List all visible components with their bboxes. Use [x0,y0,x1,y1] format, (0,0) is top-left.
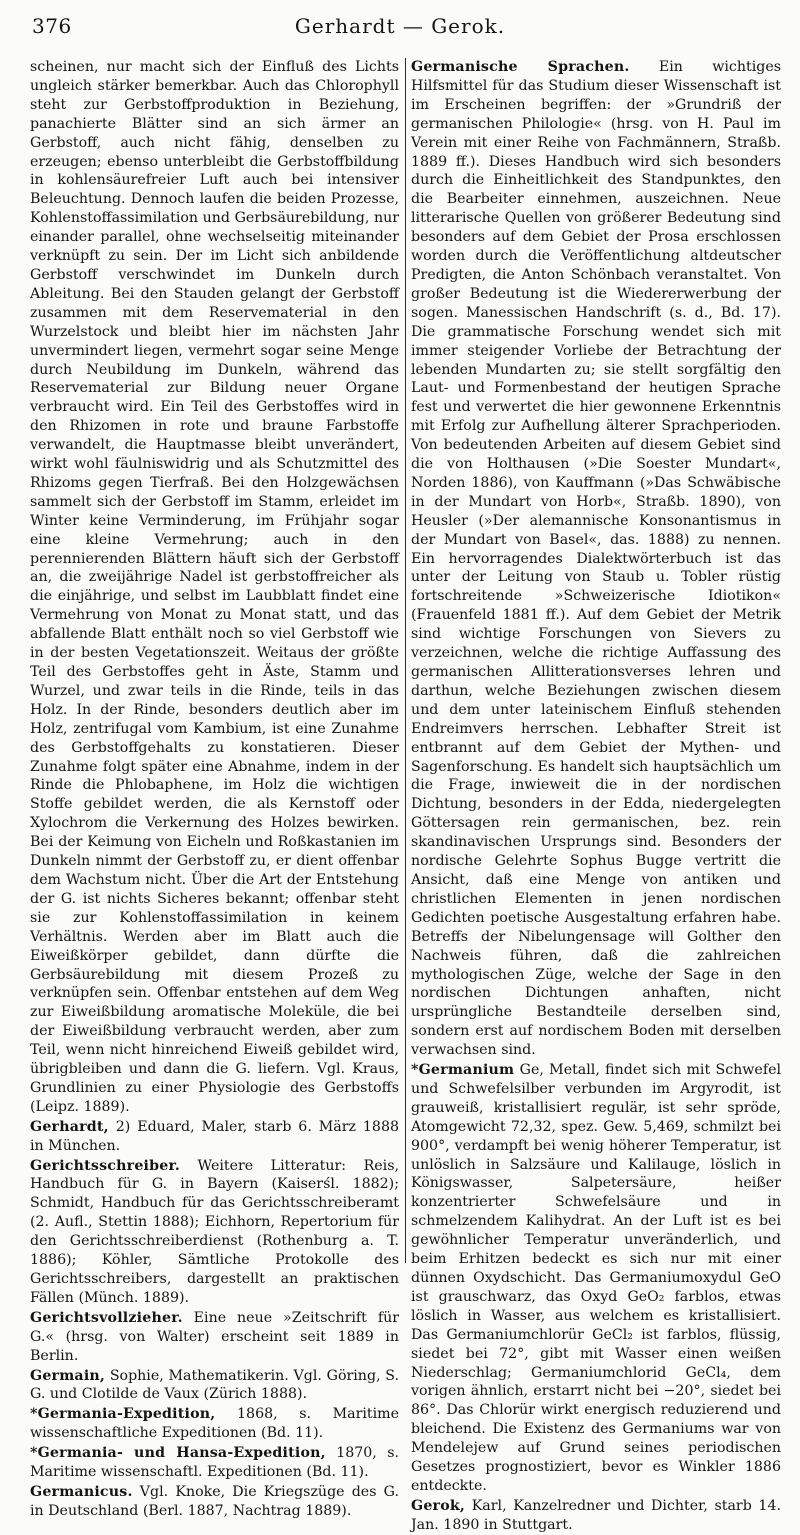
entry-headword: Germanicus. [30,1483,133,1500]
entry-germania-hansa-expedition [30,1444,399,1482]
entry-gerok [411,1497,781,1535]
running-head: Gerhardt — Gerok. [294,14,506,38]
entry-gerbstoff-continuation [30,58,399,1117]
entry-germania-expedition [30,1405,399,1443]
entry-headword: Germain, [30,1367,106,1384]
entry-text: Karl, Kanzelredner und Dichter, starb 14. Jan. 1890 in Stuttgart. [411,1497,781,1533]
entry-germanische-sprachen [411,58,781,1060]
left-column [30,58,400,1519]
entry-headword: Gerichtsvollzieher. [30,1309,183,1326]
page-number: 376 [32,14,72,38]
entry-headword: Gerhardt, [30,1118,109,1135]
entry-gerichtsvollzieher [30,1309,399,1366]
entry-germanicus [30,1483,399,1521]
entry-headword: *Germanium [411,1062,515,1079]
entry-text: 1868, s. Maritime wissenschaftliche Expeditionen (Bd. 11). [30,1406,399,1442]
entry-gerichtsschreiber [30,1157,399,1308]
entry-headword: Gerichtsschreiber. [30,1157,180,1174]
entry-headword: Gerok, [411,1497,466,1514]
entry-text: Sophie, Mathematikerin. Vgl. Göring, S. G. und Clotilde de Vaux (Zürich 1888). [30,1367,399,1403]
entry-headword: *Germania-Expedition, [30,1406,216,1423]
entry-text: Vgl. Knoke, Die Kriegszüge des G. in Deutschland (Berl. 1887, Nachtrag 1889). [30,1483,399,1519]
entry-germain [30,1367,399,1405]
column-divider [405,58,406,1263]
entry-text: 1870, s. Maritime wissenschaftl. Expeditionen (Bd. 11). [30,1445,400,1481]
page-header [30,8,770,42]
entry-text: Ein wichtiges Hilfsmittel für das Studium dieser Wissenschaft ist im Erscheinen begriffen: der »Grundriß der germanischen Philologie« (hrsg. von H. Paul im Verein mit einer Reihe von Fachmännern, Straßb. 1889 ff.). Dieses Handbuch wird sich besonders durch die Einheitlichkeit des Standpunktes, den die Bearbeiter einnehmen, auszeichnen. Neue litterarische Quellen von größerer Bedeutung sind besonders auf dem Gebiet der Prosa erschlossen worden durch die Veröffentlichung altdeutscher Predigten, die Anton Schönbach veranstaltet. Von großer Bedeutung ist die Wiedererwerbung der sogen. Manessischen Handschrift (s. d., Bd. 17). Die grammatische Forschung wendet sich mit immer steigender Vorliebe der Betrachtung der lebenden Mundarten zu; sie stellt sorgfältig den Laut- und Formenbestand der heutigen Sprache fest und verwertet die hier gewonnene Erkenntnis mit Erfolg zur Aufhellung älterer Sprachperioden. Von bedeutenden Arbeiten auf diesem Gebiet sind die von Holthausen (»Die Soester Mundart«, Norden 1886), von Kauffmann (»Das Schwäbische in der Mundart von Horb«, Straßb. 1890), von Heusler (»Der alemannische Konsonantismus in der Mundart von Basel«, das. 1888) zu nennen. Ein hervorragendes Dialektwörterbuch ist das unter der Leitung von Staub u. Tobler rüstig fortschreitende »Schweizerische Idiotikon« (Frauenfeld 1881 ff.). Auf dem Gebiet der Metrik sind wichtige Forschungen von Sievers zu verzeichnen, welche die richtige Auffassung des germanischen Allitterationsverses lehren und darthun, welche Beziehungen zwischen diesem und dem unter lateinischem Einfluß stehenden Endreimvers herrschen. Lebhafter Streit ist entbrannt auf dem Gebiet der Mythen- und Sagenforschung. Es handelt sich hauptsächlich um die Frage, inwieweit die in der nordischen Dichtung, besonders in der Edda, niedergelegten Göttersagen rein germanischen, bez. rein skandinavischen Ursprungs sind. Besonders der nordische Gelehrte Sophus Bugge vertritt die Ansicht, daß eine Menge von antiken und christlichen Elementen in jenen nordischen Gedichten poetische Ausgestaltung erfahren habe. Betreffs der Nibelungensage will Golther den Nachweis führen, daß die zahlreichen mythologischen Züge, welche der Sage in den nordischen Dichtungen anhaften, nicht ursprüngliche Bestandteile derselben sind, sondern erst auf nordischem Boden mit derselben verwachsen sind. [411,59,782,1059]
entry-text: 2) Eduard, Maler, starb 6. März 1888 in München. [30,1118,400,1154]
entry-text: scheinen, nur macht sich der Einfluß des Lichts ungleich stärker bemerkbar. Auch das Chlorophyll steht zur Gerbstoffproduktion in Beziehung, panachierte Blätter sind an sich ärmer an Gerbstoff, auch nicht fähig, denselben zu erzeugen; ebenso unterbleibt die Gerbstoffbildung in kohlensäurefreier Luft auch bei intensiver Beleuchtung. Dennoch laufen die beiden Prozesse, Kohlenstoffassimilation und Gerbsäurebildung, nur einander parallel, ohne wechselseitig miteinander verknüpft zu sein. Der im Licht sich anbildende Gerbstoff verschwindet im Dunkeln durch Ableitung. Bei den Stauden gelangt der Gerbstoff zusammen mit dem Reservematerial in den Wurzelstock und bleibt hier im nächsten Jahr unvermindert liegen, vermehrt sogar seine Menge durch Neubildung im Dunkeln, während das Reservematerial zur Bildung neuer Organe verbraucht wird. Ein Teil des Gerbstoffes wird in den Rhizomen in rote und braune Farbstoffe verwandelt, die Hauptmasse bleibt unverändert, wirkt wohl fäulniswidrig und als Schutzmittel des Rhizoms gegen Tierfraß. Bei den Holzgewächsen sammelt sich der Gerbstoff im Stamm, erleidet im Winter keine Verminderung, im Frühjahr sogar eine kleine Vermehrung; auch in den perennierenden Blättern häuft sich der Gerbstoff an, die zweijährige Nadel ist gerbstoffreicher als die einjährige, und selbst im Laubblatt findet eine Vermehrung von Monat zu Monat statt, und das abfallende Blatt enthält noch so viel Gerbstoff wie in der besten Vegetationszeit. Weitaus der größte Teil des Gerbstoffes geht in Äste, Stamm und Wurzel, und zwar teils in die Rinde, teils in das Holz. In der Rinde, besonders deutlich aber im Holz, zentrifugal vom Kambium, ist eine Zunahme des Gerbstoffgehalts zu konstatieren. Dieser Zunahme folgt später eine Abnahme, indem in der Rinde die Phlobaphene, im Holz die wichtigen Stoffe gebildet werden, die als Kernstoff oder Xylochrom die Verkernung des Holzes bewirken. Bei der Keimung von Eicheln und Roßkastanien im Dunkeln nimmt der Gerbstoff zu, er dient offenbar dem Wachstum nicht. Über die Art der Entstehung der G. ist nichts Sicheres bekannt; offenbar steht sie zur Kohlenstoffassimilation in keinem Verhältnis. Werden aber im Blatt auch die Eiweißkörper gebildet, dann dürfte die Gerbsäurebildung mit diesem Prozeß zu verknüpfen sein. Offenbar entstehen auf dem Weg zur Eiweißbildung aromatische Moleküle, die bei der Eiweißbildung verbraucht werden, aber zum Teil, wenn nicht hinreichend Eiweiß gebildet wird, übrigbleiben und dann die G. liefern. Vgl. Kraus, Grundlinien zu einer Physiologie des Gerbstoffs (Leipz. 1889). [30,59,399,1115]
entry-text: Eine neue »Zeitschrift für G.« (hrsg. von Walter) erscheint seit 1889 in Berlin. [30,1309,399,1364]
entry-gerhardt [30,1118,399,1156]
entry-text: Weitere Litteratur: Reis, Handbuch für G. in Bayern (Kaiserśl. 1882); Schmidt, Handbuch für das Gerichtsschreiberamt (2. Aufl., Stettin 1888); Eichhorn, Repertorium für den Gerichtsschreiberdienst (Rothenburg a. T. 1886); Köhler, Sämtliche Protokolle des Gerichtsschreibers, dargestellt an praktischen Fällen (Münch. 1889). [30,1157,399,1306]
right-column [411,58,782,1533]
entry-text: Ge, Metall, findet sich mit Schwefel und Schwefelsilber verbunden im Argyrodit, ist grauweiß, kristallisiert regulär, ist sehr spröde, Atomgewicht 72,32, spez. Gew. 5,469, schmilzt bei 900°, verdampft bei wenig höherer Temperatur, ist unlöslich in Salzsäure und Kalilauge, löslich in Königswasser, Salpetersäure, heißer konzentrierter Schwefelsäure und in schmelzendem Kalihydrat. An der Luft ist es bei gewöhnlicher Temperatur unveränderlich, und beim Erhitzen bedeckt es sich nur mit einer dünnen Oxydschicht. Das Germaniumoxydul GeO ist grauschwarz, das Oxyd GeO₂ farblos, etwas löslich in Wasser, aus welchem es kristallisiert. Das Germaniumchlorür GeCl₂ ist farblos, flüssig, siedet bei 72°, gibt mit Wasser einen weißen Niederschlag; Germaniumchlorid GeCl₄, dem vorigen ähnlich, erstarrt nicht bei −20°, siedet bei 86°. Das Chlorür wirkt energisch reduzierend und bleichend. Die Existenz des Germaniums war von Mendelejew auf Grund seines periodischen Gesetzes prognostiziert, bevor es Winkler 1886 entdeckte. [411,1062,782,1494]
entry-germanium [411,1061,781,1496]
entry-headword: *Germania- und Hansa-Expedition, [30,1445,326,1462]
entry-headword: Germanische Sprachen. [411,59,630,75]
